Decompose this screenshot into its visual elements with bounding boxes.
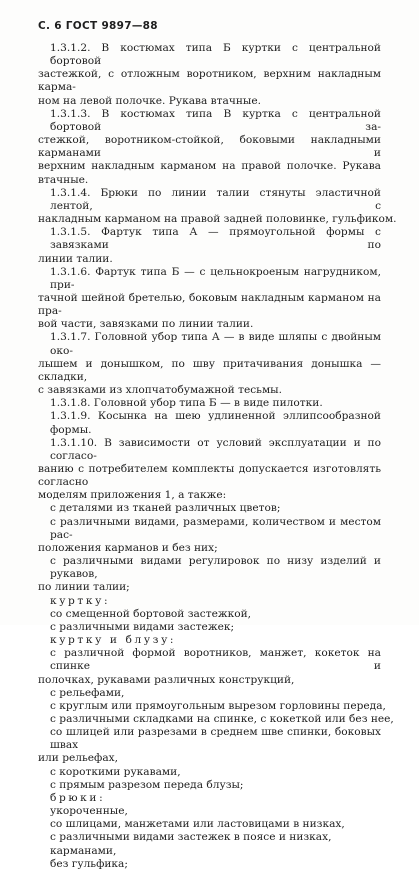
text-line: 1.3.1.2. В костюмах типа Б куртки с центральной бортовой xyxy=(50,42,381,68)
text-line: 1.3.1.10. В зависимости от условий эксплуатации и по согласо- xyxy=(50,436,381,462)
text-line: куртку: xyxy=(50,594,111,607)
page-header: С. 6 ГОСТ 9897—88 xyxy=(38,20,158,32)
text-line: положения карманов и без них; xyxy=(38,541,218,554)
text-line: застежкой, с отложным воротником, верхним накладным карма- xyxy=(38,68,381,94)
text-line: накладным карманом на правой задней половинке, гульфиком. xyxy=(38,213,397,226)
text-line: моделям приложения 1, а также: xyxy=(38,489,227,502)
text-line: линии талии. xyxy=(38,252,113,265)
text-line: полочках, рукавами различных конструкций, xyxy=(38,673,295,686)
text-line: тачной шейной бретелью, боковым накладным карманом на пра- xyxy=(38,291,381,318)
document-body xyxy=(38,42,397,871)
text-line: карманами, xyxy=(50,844,117,857)
text-line: с рельефами, xyxy=(50,686,125,699)
text-line: брюки: xyxy=(50,791,106,804)
text-line: 1.3.1.4. Брюки по линии талии стянуты эластичной лентой, с xyxy=(50,186,381,212)
text-line: 1.3.1.9. Косынка на шею удлиненной эллипсообразной формы. xyxy=(50,410,381,436)
text-line: с различными складками на спинке, с кокеткой или без нее, xyxy=(50,712,394,725)
text-line: 1.3.1.6. Фартук типа Б — с цельнокроеным нагрудником, при- xyxy=(50,265,381,291)
text-line: с короткими рукавами, xyxy=(50,765,181,778)
text-line: с различными видами застежек в поясе и низках, xyxy=(50,831,332,844)
text-line: верхним накладным карманом на правой полочке. Рукава втачные. xyxy=(38,160,381,186)
text-line: укороченные, xyxy=(50,805,128,818)
text-line: с деталями из тканей различных цветов; xyxy=(50,502,281,515)
text-line: со шлицами, манжетами или ластовицами в низках, xyxy=(50,818,345,831)
text-line: с прямым разрезом переда блузы; xyxy=(50,778,244,791)
text-line: с различными видами регулировок по низу изделий и рукавов, xyxy=(50,555,381,581)
text-line: с различной формой воротников, манжет, кокеток на спинке и xyxy=(50,647,381,673)
text-line: по линии талии; xyxy=(38,581,130,594)
text-line: с различными видами застежек; xyxy=(50,620,235,633)
text-line: 1.3.1.7. Головной убор типа А — в виде шляпы с двойным око- xyxy=(50,331,381,357)
text-line: 1.3.1.5. Фартук типа А — прямоугольной формы с завязками по xyxy=(50,226,381,252)
text-line: ванию с потребителем комплекты допускается изготовлять согласно xyxy=(38,463,381,489)
text-line: со шлицей или разрезами в среднем шве спинки, боковых швах xyxy=(50,726,381,752)
text-line: с круглым или прямоугольным вырезом горловины переда, xyxy=(50,699,386,712)
text-line: с различными видами, размерами, количеством и местом рас- xyxy=(50,515,381,541)
text-line: 1.3.1.3. В костюмах типа В куртка с центральной бортовой за- xyxy=(50,107,381,133)
text-line: с завязками из хлопчатобумажной тесьмы. xyxy=(38,384,282,397)
text-line: лышем и донышком, по шву притачивания донышка — складки, xyxy=(38,357,381,383)
text-line: куртку и блузу: xyxy=(50,634,177,647)
text-line: со смещенной бортовой застежкой, xyxy=(50,607,252,620)
text-line: или рельефах, xyxy=(38,752,118,765)
text-line: 1.3.1.8. Головной убор типа Б — в виде пилотки. xyxy=(50,397,323,410)
text-line: вой части, завязками по линии талии. xyxy=(38,318,254,331)
text-line: без гульфика; xyxy=(50,857,128,870)
text-line: ном на левой полочке. Рукава втачные. xyxy=(38,94,261,107)
text-line: стежкой, воротником-стойкой, боковыми накладными карманами и xyxy=(38,134,381,160)
